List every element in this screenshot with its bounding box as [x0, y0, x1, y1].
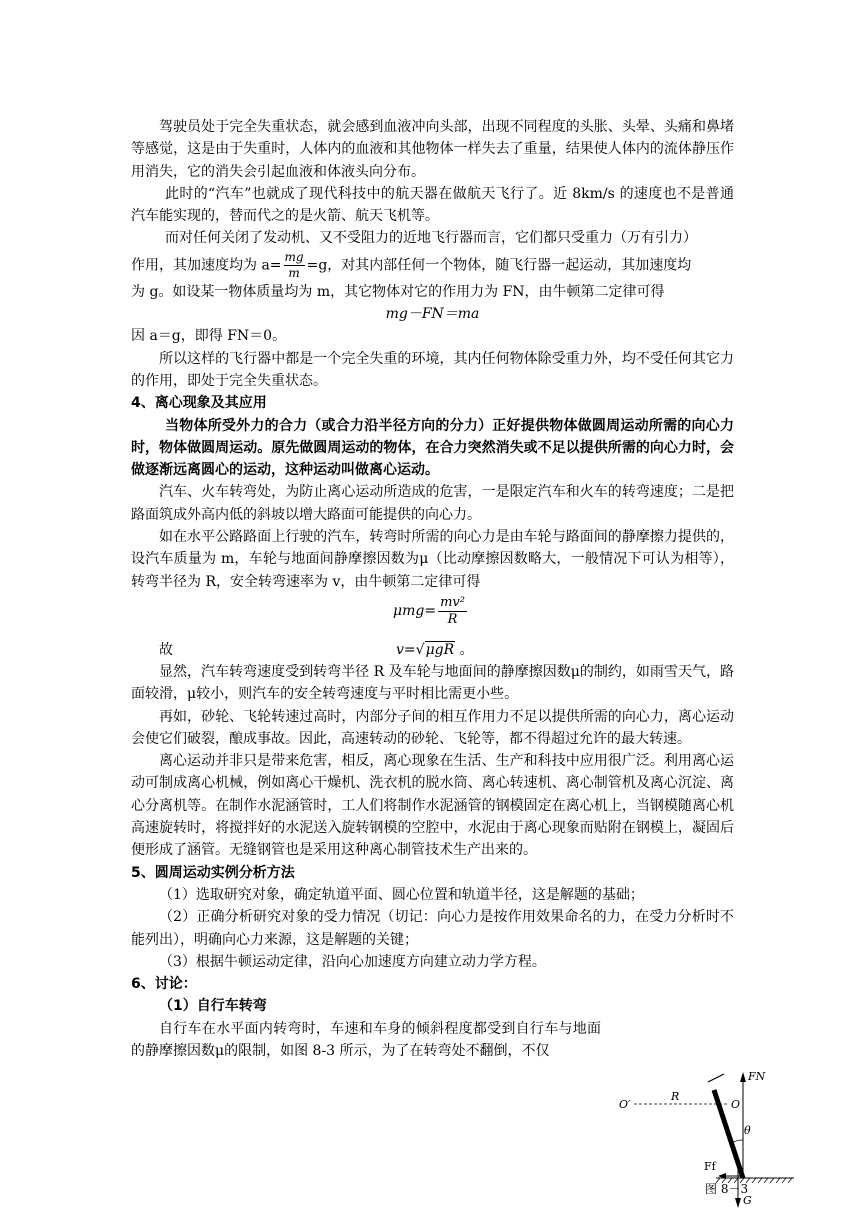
fraction-denominator: m	[288, 265, 300, 280]
document-page	[131, 116, 734, 1062]
fraction-numerator: mg	[284, 249, 304, 264]
paragraph-spacecraft: 此时的“汽车”也就成了现代科技中的航天器在做航天飞行了。近 8km/s 的速度也不是普通汽车能实现的，替而代之的是火箭、航天飞机等。	[131, 185, 734, 225]
fraction-numerator: mv²	[440, 594, 465, 610]
step-2: （2）正确分析研究对象的受力情况（切记：向心力是按作用效果命名的力，在受力分析时不能列出），明确向心力来源，这是解题的关键；	[131, 909, 734, 948]
paragraph-centrifuge-applications: 离心运动并非只是带来危害，相反，离心现象在生活、生产和科技中应用很广泛。利用离心运动可制成离心机械，例如离心干燥机、洗衣机的脱水筒、离心转速机、离心制管机及离心沉淀、离心分离机等。在制作水泥涵管时，工人们将制作水泥涵管的钢模固定在离心机上，当钢模随离心机高速旋转时，将搅拌好的水泥送入旋转钢模的空腔中，水泥由于离心现象而贴附在钢模上，凝固后便形成了涵管。无缝钢管也是采用这种离心制管技术生产出来的。	[131, 753, 734, 859]
paragraph-bicycle-turning: 自行车在水平面内转弯时，车速和车身的倾斜程度都受到自行车与地面的静摩擦因数μ的限制，如图 8-3 所示，为了在转弯处不翻倒，不仅	[131, 1020, 601, 1059]
fraction-mv2-over-r	[438, 595, 467, 628]
sqrt-radicand: μgR	[425, 641, 455, 658]
paragraph-turn-safety: 汽车、火车转弯处，为防止离心运动所造成的危害，一是限定汽车和火车的转弯速度；二是把路面筑成外高内低的斜坡以增大路面可能提供的向心力。	[131, 484, 734, 523]
paragraph-car-turning: 如在水平公路路面上行驶的汽车，转弯时所需的向心力是由车轮与路面间的静摩擦力提供的，设汽车质量为 m，车轮与地面间静摩擦因数为μ（比动摩擦因数略大，一般情况下可认为相等），转弯半径为 R，安全转弯速率为 v，由牛顿第二定律可得	[131, 529, 734, 590]
paragraph-complete-weightlessness: 所以这样的飞行器中都是一个完全失重的环境，其内任何物体除受重力外，均不受任何其它力的作用，即处于完全失重状态。	[131, 350, 734, 389]
figure-caption: 图 8－3	[705, 1182, 749, 1196]
therefore-label: 故	[159, 641, 173, 658]
paragraph-near-earth-craft: 而对任何关闭了发动机、又不受阻力的近地飞行器而言，它们都只受重力（万有引力）	[165, 230, 697, 247]
subsection-heading-bicycle: （1）自行车转弯	[159, 998, 267, 1015]
paragraph-newton-setup: 为 g。如设某一物体质量均为 m，其它物体对它的作用力为 FN，由牛顿第二定律可得	[131, 283, 665, 300]
fraction-mg-over-m	[284, 250, 305, 281]
label-ff: Ff	[704, 1160, 716, 1173]
label-o-prime: O′	[619, 1098, 631, 1111]
paragraph-weightlessness-symptoms: 驾驶员处于完全失重状态，就会感到血液冲向头部，出现不同程度的头胀、头晕、头痛和鼻堵等感觉，这是由于失重时，人体内的血液和其他物体一样失去了重量，结果使人体内的流体静压作用消失，它的消失会引起血液和体液头向分布。	[131, 119, 734, 180]
label-g: G	[743, 1194, 752, 1207]
section-heading-6: 6、讨论：	[131, 976, 197, 993]
paragraph-grinding-wheel: 再如，砂轮、飞轮转速过高时，内部分子间的相互作用力不足以提供所需的向心力，离心运动会使它们破裂，酿成事故。因此，高速转动的砂轮、飞轮等，都不得超过允许的最大转速。	[131, 708, 734, 747]
label-theta: θ	[744, 1124, 751, 1137]
equation-speed-row	[131, 639, 734, 661]
label-r: R	[671, 1090, 680, 1103]
fraction-denominator: R	[447, 611, 458, 627]
paragraph-acceleration	[131, 250, 734, 281]
equation-centripetal	[131, 593, 734, 639]
label-o: O	[731, 1098, 741, 1111]
equation-mg-fn: mg－FN＝ma	[385, 306, 480, 323]
angle-arc	[733, 1140, 743, 1142]
speed-lhs: v=	[396, 641, 416, 658]
label-fn: FN	[748, 1070, 766, 1083]
acceleration-text-post: =g，对其内部任何一个物体，随飞行器一起运动，其加速度均	[306, 257, 692, 274]
paragraph-speed-constraint: 显然，汽车转弯速度受到转弯半径 R 及车轮与地面间的静摩擦因数μ的制约，如雨雪天气，路面较滑，μ较小，则汽车的安全转弯速度与平时相比需更小些。	[131, 663, 734, 703]
paragraph-centrifugal-definition: 当物体所受外力的合力（或合力沿半径方向的分力）正好提供物体做圆周运动所需的向心力时，物体做圆周运动。原先做圆周运动的物体，在合力突然消失或不足以提供所需的向心力时，会做逐渐远离圆心的运动，这种运动叫做离心运动。	[131, 417, 734, 479]
step-1: （1）选取研究对象，确定轨道平面、圆心位置和轨道半径，这是解题的基础；	[159, 886, 644, 903]
handlebar	[708, 1074, 724, 1082]
paragraph-fn-zero: 因 a＝g，即得 FN＝0。	[131, 328, 287, 345]
step-3: （3）根据牛顿运动定律，沿向心加速度方向建立动力学方程。	[159, 953, 546, 970]
acceleration-text-pre: 作用，其加速度均为 a=	[131, 257, 282, 274]
gravity-arrowhead	[735, 1198, 741, 1208]
equation-speed: v=√μgR 。	[396, 641, 474, 658]
speed-period: 。	[459, 641, 474, 658]
equation-lhs: μmg=	[393, 603, 437, 620]
section-heading-4: 4、离心现象及其应用	[131, 395, 267, 412]
section-heading-5: 5、圆周运动实例分析方法	[131, 864, 295, 881]
normal-force-arrowhead	[740, 1072, 746, 1082]
